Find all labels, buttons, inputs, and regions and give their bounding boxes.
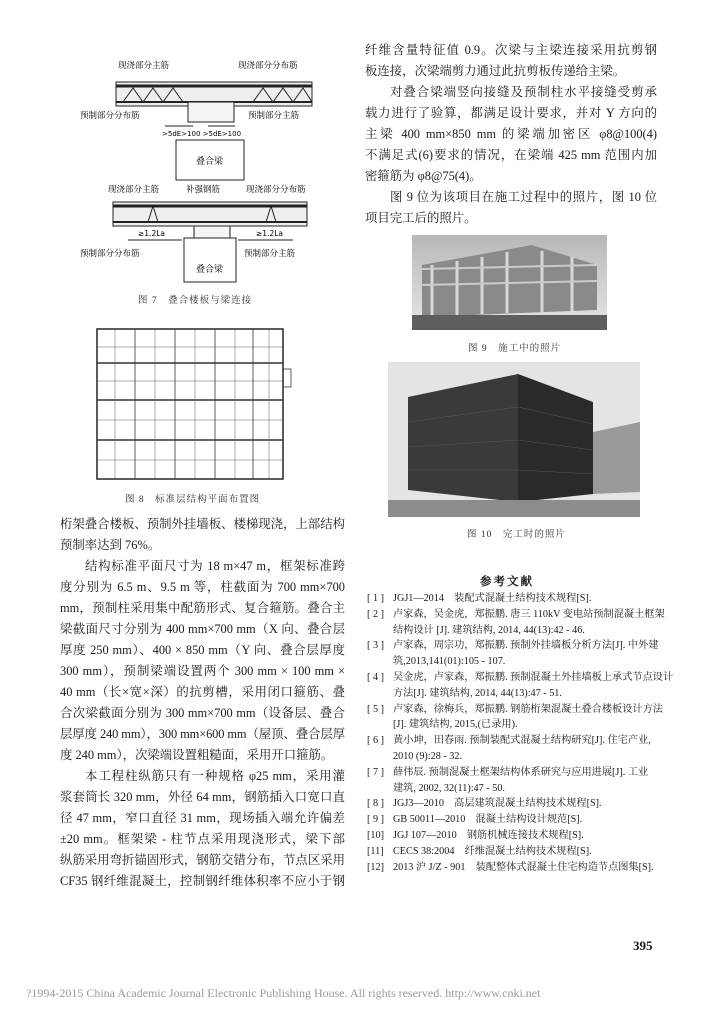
text-line: 桁架叠合楼板、预制外挂墙板、楼梯现浇，上部结构 xyxy=(60,517,345,531)
label-top-beam: 叠合梁 xyxy=(196,157,224,167)
text-line: 层厚度 240 mm），300 mm×600 mm（屋顶、叠合层厚 xyxy=(60,727,345,741)
reference-item xyxy=(367,686,697,702)
reference-item xyxy=(367,781,697,797)
reference-text: 2010 (9):28 - 32. xyxy=(393,750,463,762)
reference-number: [ 4 ] xyxy=(367,671,384,683)
reference-text: JGJ3—2010 高层建筑混凝土结构技术规程[S]. xyxy=(393,798,602,810)
text-line: 密箍筋为 φ8@75(4)。 xyxy=(365,169,482,183)
text-line: 40 mm（长×宽×深）的抗剪槽，采用闭口箍筋、叠 xyxy=(60,685,345,699)
figure-7-caption: 图 7 叠合楼板与梁连接 xyxy=(138,296,253,306)
reference-item xyxy=(367,844,697,860)
right-column-text xyxy=(365,40,657,229)
reference-item xyxy=(367,623,697,639)
reference-item xyxy=(367,828,697,844)
reference-text: 薛伟辰. 预制混凝土框架结构体系研究与应用进展[J]. 工业 xyxy=(393,766,649,778)
reference-item xyxy=(367,654,697,670)
reference-number: [ 5 ] xyxy=(367,703,384,715)
left-column-text xyxy=(60,514,345,892)
text-line: 结构标准平面尺寸为 18 m×47 m，框架标准跨 xyxy=(85,559,345,573)
reference-text: 筑,2013,141(01):105 - 107. xyxy=(393,656,506,668)
figure-10-caption: 图 10 完工时的照片 xyxy=(467,530,566,540)
reference-item xyxy=(367,670,697,686)
reference-number: [ 1 ] xyxy=(367,593,384,604)
label-top-pre-main: 预制部分主筋 xyxy=(248,111,300,121)
text-line: 不满足式(6)要求的情况，在梁端 425 mm 范围内加 xyxy=(365,148,657,162)
paragraph xyxy=(365,82,657,187)
paragraph xyxy=(60,556,345,766)
reference-number: [ 6 ] xyxy=(367,735,384,747)
reference-text: 卢家森，吴金虎，郑振鹏. 唐三 110kV 变电站预制混凝土框架 xyxy=(393,608,665,620)
reference-item xyxy=(367,765,697,781)
reference-number: [ 3 ] xyxy=(367,640,384,652)
reference-number: [ 9 ] xyxy=(367,814,384,826)
reference-text: [J]. 建筑结构, 2015,(已录用). xyxy=(393,719,518,731)
text-line: 度分别为 6.5 m、9.5 m 等，柱截面为 700 mm×700 xyxy=(60,580,345,594)
paragraph xyxy=(60,514,345,556)
text-line: 300 mm），预制梁端设置两个 300 mm × 100 mm × xyxy=(60,664,345,678)
reference-text: JGJ1—2014 装配式混凝土结构技术规程[S]. xyxy=(393,593,592,604)
label-bot-extra: 补强钢筋 xyxy=(186,185,221,195)
text-line: ±20 mm。框架梁 - 柱节点采用现浇形式，梁下部 xyxy=(60,832,345,846)
text-line: 主梁 400 mm×850 mm 的梁端加密区 φ8@100(4) xyxy=(365,127,657,141)
text-line: 图 9 位为该项目在施工过程中的照片，图 10 位 xyxy=(390,190,657,204)
references-title: 参考文献 xyxy=(480,576,534,588)
figure-9-photo xyxy=(412,235,607,330)
reference-item xyxy=(367,796,697,812)
paragraph xyxy=(365,187,657,229)
figure-10-photo xyxy=(388,362,640,517)
reference-item xyxy=(367,733,697,749)
reference-text: JGJ 107—2010 钢筋机械连接技术规程[S]. xyxy=(393,829,584,841)
reference-item xyxy=(367,591,697,607)
reference-text: 卢家森，徐梅兵，郑振鹏. 钢筋桁架混凝土叠合楼板设计方法 xyxy=(393,703,663,715)
reference-item xyxy=(367,702,697,718)
figure-7-diagram xyxy=(78,40,318,290)
text-line: 本工程柱纵筋只有一种规格 φ25 mm，采用灌 xyxy=(85,769,345,783)
paragraph xyxy=(60,766,345,892)
reference-text: 建筑, 2002, 32(11):47 - 50. xyxy=(393,782,505,794)
label-bot-beam: 叠合梁 xyxy=(196,265,224,275)
figure-8-plan xyxy=(95,325,295,490)
text-line: 载力进行了验算，都满足设计要求，并对 Y 方向的 xyxy=(365,106,657,120)
label-bot-dim-left: ≥1.2La xyxy=(138,229,165,238)
label-bot-main: 现浇部分主筋 xyxy=(108,185,160,195)
reference-item xyxy=(367,749,697,765)
text-line: 板连接，次梁端剪力通过此抗剪板传递给主梁。 xyxy=(365,64,626,78)
reference-number: [ 2 ] xyxy=(367,608,384,620)
label-bot-pre-dist: 预制部分分布筋 xyxy=(80,249,140,259)
text-line: 对叠合梁端竖向接缝及预制柱水平接缝受剪承 xyxy=(390,85,657,99)
reference-item xyxy=(367,638,697,654)
reference-text: 方法[J]. 建筑结构, 2014, 44(13):47 - 51. xyxy=(393,687,562,699)
reference-text: 2013 沪 J/Z - 901 装配整体式混凝土住宅构造节点图集[S]. xyxy=(393,861,654,873)
text-line: 厚度 250 mm）、400 × 850 mm（Y 向、叠合层厚度 xyxy=(60,643,345,657)
figure-9-caption: 图 9 施工中的照片 xyxy=(468,344,562,354)
reference-number: [ 7 ] xyxy=(367,766,384,778)
paragraph xyxy=(365,40,657,82)
label-top-main: 现浇部分主筋 xyxy=(118,61,170,71)
reference-text: 卢家森，周宗功，郑振鹏. 预制外挂墙板分析方法[J]. 中外建 xyxy=(393,640,659,652)
text-line: 径 47 mm，窄口直径 31 mm，现场插入端允许偏差 xyxy=(60,811,345,825)
label-bot-dist: 现浇部分分布筋 xyxy=(246,185,306,195)
label-top-dist: 现浇部分分布筋 xyxy=(238,61,298,71)
text-line: 浆套筒长 320 mm，外径 64 mm，钢筋插入口宽口直 xyxy=(60,790,345,804)
text-line: 度 240 mm），次梁端设置粗糙面，采用开口箍筋。 xyxy=(60,748,334,762)
label-bot-pre-main: 预制部分主筋 xyxy=(244,249,296,259)
reference-text: 结构设计 [J]. 建筑结构, 2014, 44(13):42 - 46. xyxy=(393,624,585,636)
text-line: 纵筋采用弯折锚固形式，钢筋交错分布，节点区采用 xyxy=(60,853,345,867)
reference-number: [10] xyxy=(367,829,384,841)
reference-number: [ 8 ] xyxy=(367,798,384,810)
text-line: 项目完工后的照片。 xyxy=(365,211,477,225)
text-line: 纤维含量特征值 0.9。次梁与主梁连接采用抗剪钢 xyxy=(365,43,657,57)
label-bot-dim-right: ≥1.2La xyxy=(256,229,283,238)
reference-item xyxy=(367,717,697,733)
reference-item xyxy=(367,812,697,828)
reference-text: CECS 38:2004 纤维混凝土结构技术规程[S]. xyxy=(393,845,592,857)
reference-number: [11] xyxy=(367,845,384,857)
reference-item xyxy=(367,607,697,623)
references-list xyxy=(367,591,697,875)
label-top-dim: >5dE>100 >5dE>100 xyxy=(162,130,242,138)
reference-item xyxy=(367,860,697,876)
text-line: 梁截面尺寸分别为 400 mm×700 mm（X 向、叠合层 xyxy=(60,622,345,636)
figure-8-caption: 图 8 标准层结构平面布置图 xyxy=(125,495,261,505)
text-line: 预制率达到 76%。 xyxy=(60,538,161,552)
page-number: 395 xyxy=(633,938,653,953)
text-line: mm，预制柱采用集中配筋形式、复合箍筋。叠合主 xyxy=(60,601,345,615)
reference-number: [12] xyxy=(367,861,384,873)
text-line: 合次梁截面分别为 300 mm×700 mm（设备层、叠合 xyxy=(60,706,345,720)
reference-text: 吴金虎，卢家森，郑振鹏. 预制混凝土外挂墙板上承式节点设计 xyxy=(393,671,674,683)
text-line: CF35 钢纤维混凝土，控制钢纤维体积率不应小于钢 xyxy=(60,874,345,888)
reference-text: 黄小坤，田春雨. 预制装配式混凝土结构研究[J]. 住宅产业, xyxy=(393,735,651,747)
reference-text: GB 50011—2010 混凝土结构设计规范[S]. xyxy=(393,814,583,826)
label-top-pre-dist: 预制部分分布筋 xyxy=(80,111,140,121)
copyright-footer: ?1994-2015 China Academic Journal Electronic Publishing House. All rights reserved. http://www.cnki.net xyxy=(26,986,541,1000)
